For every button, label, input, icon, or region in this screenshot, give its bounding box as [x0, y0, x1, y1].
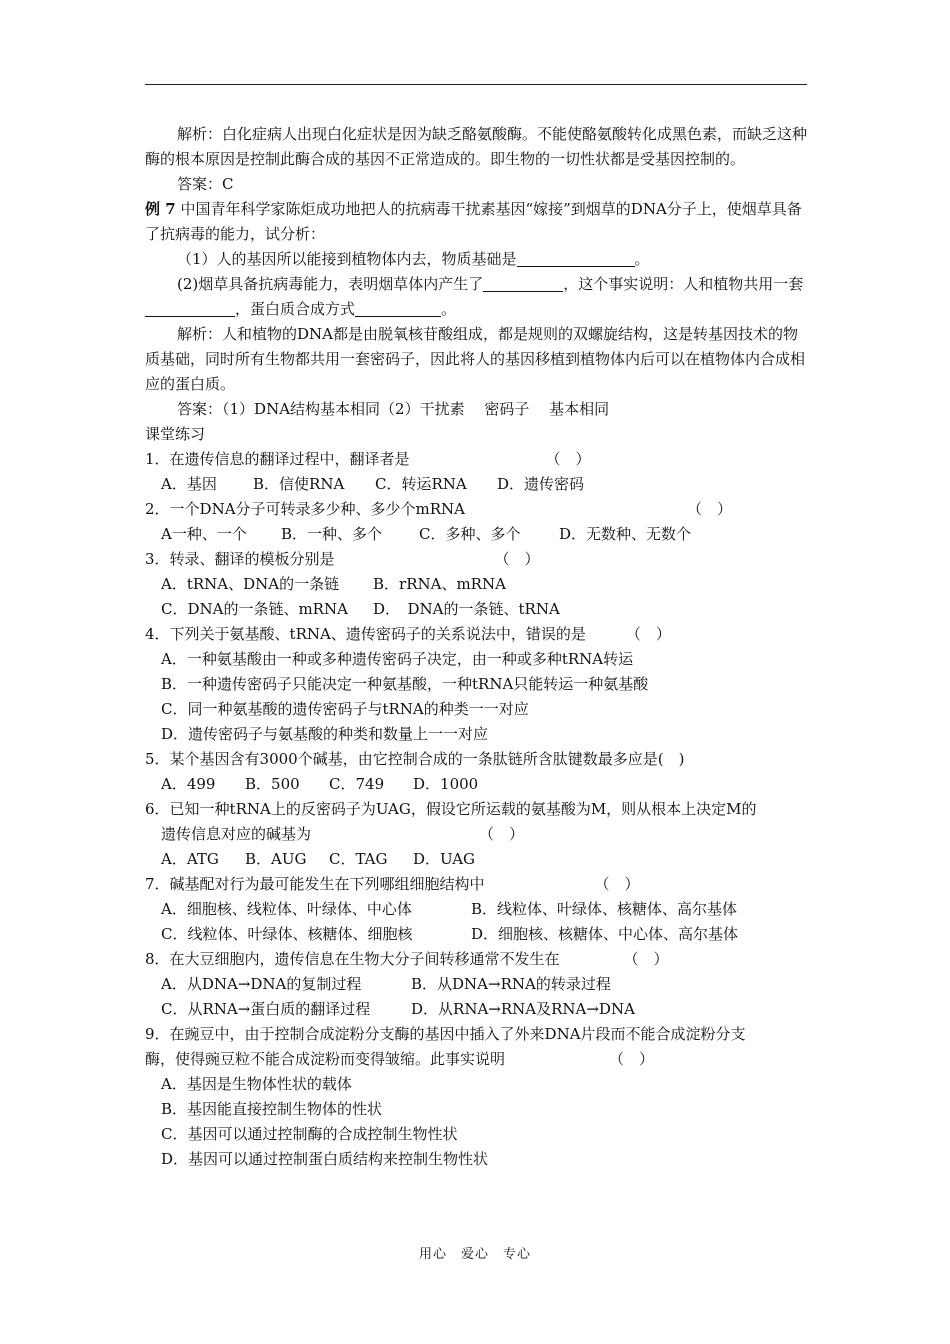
option: B．一种、多个: [281, 525, 383, 543]
option: B．从DNA→RNA的转录过程: [411, 975, 611, 993]
option: D．细胞核、核糖体、中心体、高尔基体: [471, 925, 739, 943]
option: C．TAG: [329, 850, 388, 868]
option: A．从DNA→DNA的复制过程: [161, 975, 362, 993]
answer-blank[interactable]: [355, 300, 441, 317]
option: A．细胞核、线粒体、叶绿体、中心体: [161, 900, 412, 918]
option: A．基因是生物体性状的载体: [161, 1075, 352, 1093]
answer-paren: ( ): [657, 750, 685, 768]
section-title: 课堂练习: [145, 425, 206, 443]
question-stem: 6．已知一种tRNA上的反密码子为UAG，假设它所运载的氨基酸为M，则从根本上决定M的: [145, 800, 757, 818]
answer-paren: （ ）: [545, 450, 591, 468]
example-analysis: 解析：人和植物的DNA都是由脱氧核苷酸组成，都是规则的双螺旋结构，这是转基因技术的物质基础，同时所有生物都共用一套密码子，因此将人的基因移植到植物体内后可以在植物体内合成相应的蛋白质。: [145, 325, 806, 393]
answer-line: 答案：C: [177, 175, 234, 193]
example-subquestion-2: (2)烟草具备抗病毒能力，表明烟草体内产生了 ，这个事实说明：人和植物共用一套，蛋白质合成方式 。: [145, 272, 807, 322]
answer-paren: （ ）: [687, 500, 733, 518]
option: C．同一种氨基酸的遗传密码子与tRNA的种类一一对应: [161, 700, 529, 718]
option: B．基因能直接控制生物体的性状: [161, 1100, 383, 1118]
example-answer: 答案：（1）DNA结构基本相同（2）干扰素 密码子 基本相同: [177, 400, 610, 418]
question-4: [145, 622, 807, 747]
example-7: [145, 197, 807, 422]
answer-paren: （ ）: [609, 1050, 655, 1068]
option: A．一种氨基酸由一种或多种遗传密码子决定，由一种或多种tRNA转运: [161, 650, 634, 668]
option: C．DNA的一条链、mRNA: [161, 600, 348, 618]
answer-paren: （ ）: [479, 825, 525, 843]
answer-blank[interactable]: [517, 250, 635, 267]
question-3: [145, 547, 807, 622]
option: D．遗传密码: [497, 475, 585, 493]
page-footer: 用心 爱心 专心: [418, 1247, 531, 1262]
question-6: [145, 797, 807, 872]
options-row: [145, 772, 807, 797]
option: D． DNA的一条链、tRNA: [373, 600, 560, 618]
option: C．转运RNA: [375, 475, 467, 493]
question-stem: 2．一个DNA分子可转录多少种、多少个mRNA: [145, 500, 466, 518]
answer-paren: （ ）: [594, 875, 640, 893]
option: C．线粒体、叶绿体、核糖体、细胞核: [161, 925, 413, 943]
question-stem: 3．转录、翻译的模板分别是: [145, 550, 335, 568]
option: C．从RNA→蛋白质的翻译过程: [161, 1000, 371, 1018]
example-label: 例 7: [145, 200, 176, 218]
question-stem-cont: 遗传信息对应的碱基为: [161, 825, 312, 843]
option: B．线粒体、叶绿体、核糖体、高尔基体: [471, 900, 738, 918]
options-row: [145, 997, 807, 1022]
option: A．ATG: [161, 850, 219, 868]
question-2: [145, 497, 807, 547]
answer-paren: （ ）: [625, 625, 671, 643]
option: D．基因可以通过控制蛋白质结构来控制生物性状: [161, 1150, 489, 1168]
options-row: [145, 972, 807, 997]
options-row: [145, 897, 807, 922]
example-stem: 中国青年科学家陈炬成功地把人的抗病毒干扰素基因“嫁接”到烟草的DNA分子上，使烟草具备了抗病毒的能力，试分析：: [145, 200, 802, 243]
header-rule: [145, 84, 807, 85]
analysis-paragraph: 解析：白化症病人出现白化症状是因为缺乏酪氨酸酶。不能使酪氨酸转化成黑色素，而缺乏这种酶的根本原因是控制此酶合成的基因不正常造成的。即生物的一切性状都是受基因控制的。: [145, 125, 808, 168]
option: D．从RNA→RNA及RNA→DNA: [411, 1000, 635, 1018]
answer-blank[interactable]: [145, 300, 235, 317]
option: D．遗传密码子与氨基酸的种类和数量上一一对应: [161, 725, 489, 743]
question-5: [145, 747, 807, 797]
option: B．信使RNA: [253, 475, 345, 493]
option: D．UAG: [413, 850, 476, 868]
question-7: [145, 872, 807, 947]
question-stem: 4．下列关于氨基酸、tRNA、遗传密码子的关系说法中，错误的是: [145, 625, 586, 643]
options-row: [145, 572, 807, 597]
option: B．500: [245, 775, 300, 793]
option: D．无数种、无数个: [559, 525, 692, 543]
question-stem: 1．在遗传信息的翻译过程中，翻译者是: [145, 450, 410, 468]
question-1: [145, 447, 807, 497]
answer-blank[interactable]: [483, 275, 563, 292]
option: C．基因可以通过控制酶的合成控制生物性状: [161, 1125, 458, 1143]
options-row: [145, 472, 807, 497]
question-stem: 8．在大豆细胞内，遗传信息在生物大分子间转移通常不发生在: [145, 950, 560, 968]
answer-paren: （ ）: [623, 950, 669, 968]
option: A一种、一个: [161, 525, 247, 543]
options-row: [145, 597, 807, 622]
option: A．499: [161, 775, 216, 793]
options-row: [145, 922, 807, 947]
question-stem-cont: 酶，使得豌豆粒不能合成淀粉而变得皱缩。此事实说明: [145, 1050, 506, 1068]
question-stem: 9．在豌豆中，由于控制合成淀粉分支酶的基因中插入了外来DNA片段而不能合成淀粉分支: [145, 1025, 746, 1043]
question-9: [145, 1022, 807, 1172]
option: D．1000: [413, 775, 479, 793]
option: B．AUG: [245, 850, 307, 868]
option: B．rRNA、mRNA: [373, 575, 506, 593]
options-row: [145, 847, 807, 872]
question-stem: 5．某个基因含有3000个碱基，由它控制合成的一条肽链所含肽键数最多应是: [145, 750, 658, 768]
option: B．一种遗传密码子只能决定一种氨基酸，一种tRNA只能转运一种氨基酸: [161, 675, 649, 693]
answer-paren: （ ）: [494, 550, 540, 568]
option: C．多种、多个: [419, 525, 521, 543]
option: A．tRNA、DNA的一条链: [161, 575, 340, 593]
document-body: [145, 122, 807, 1172]
options-row: [145, 522, 807, 547]
option: C．749: [329, 775, 385, 793]
question-stem: 7．碱基配对行为最可能发生在下列哪组细胞结构中: [145, 875, 485, 893]
question-8: [145, 947, 807, 1022]
example-subquestion-1: （1）人的基因所以能接到植物体内去，物质基础是 。: [177, 250, 650, 268]
option: A．基因: [161, 475, 217, 493]
